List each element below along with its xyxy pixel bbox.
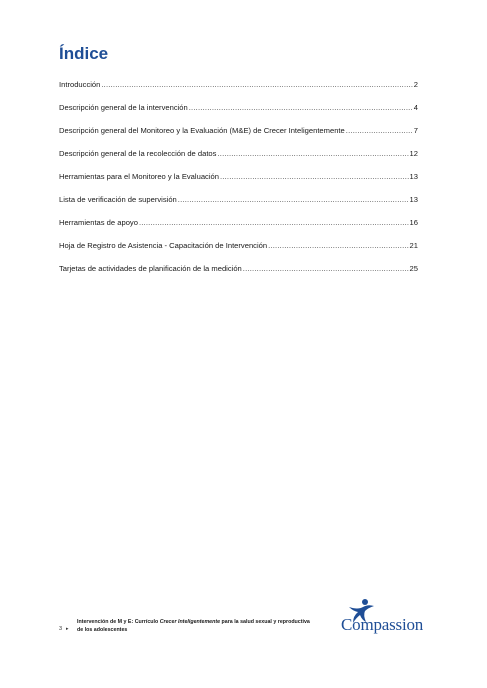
toc-entry-label: Tarjetas de actividades de planificación de la medición xyxy=(59,264,242,273)
toc-entry[interactable] xyxy=(59,172,418,195)
toc-entry[interactable] xyxy=(59,241,418,264)
toc-entry-page: 16 xyxy=(409,218,418,227)
toc-entry-page: 13 xyxy=(409,172,418,181)
toc-entry-page: 21 xyxy=(409,241,418,250)
toc-entry-label: Introducción xyxy=(59,80,101,89)
table-of-contents xyxy=(59,80,418,287)
footer-title-suffix: para la salud sexual y reproductiva xyxy=(220,619,310,625)
toc-leader-dots xyxy=(178,195,409,204)
footer-arrow-icon: ▸ xyxy=(66,626,69,632)
toc-entry-label: Lista de verificación de supervisión xyxy=(59,195,177,204)
toc-leader-dots xyxy=(243,264,409,273)
toc-leader-dots xyxy=(101,80,412,89)
toc-entry-label: Herramientas para el Monitoreo y la Evaluación xyxy=(59,172,219,181)
toc-entry-page: 2 xyxy=(413,80,418,89)
footer-title-line2: de los adolescentes xyxy=(77,627,128,633)
footer-title-italic: Crecer Inteligentemente xyxy=(159,619,221,625)
toc-entry[interactable] xyxy=(59,126,418,149)
footer-document-title xyxy=(77,618,347,634)
toc-entry[interactable] xyxy=(59,149,418,172)
toc-entry-page: 12 xyxy=(409,149,418,158)
toc-leader-dots xyxy=(268,241,408,250)
toc-entry-page: 4 xyxy=(413,103,418,112)
toc-entry-label: Descripción general de la intervención xyxy=(59,103,188,112)
toc-leader-dots xyxy=(189,103,413,112)
toc-entry[interactable] xyxy=(59,195,418,218)
toc-leader-dots xyxy=(220,172,409,181)
footer-title-prefix: Intervención de M y E: Currículo xyxy=(77,619,160,625)
page-title: Índice xyxy=(59,44,109,63)
toc-entry-label: Hoja de Registro de Asistencia - Capacitación de Intervención xyxy=(59,241,268,250)
toc-leader-dots xyxy=(139,218,409,227)
toc-entry[interactable] xyxy=(59,80,418,103)
logo-wordmark: Compassion xyxy=(341,615,424,634)
toc-entry-label: Herramientas de apoyo xyxy=(59,218,138,227)
toc-entry[interactable] xyxy=(59,103,418,126)
toc-leader-dots xyxy=(217,149,408,158)
toc-entry-label: Descripción general de la recolección de datos xyxy=(59,149,217,158)
toc-entry[interactable] xyxy=(59,264,418,287)
compassion-logo xyxy=(338,598,438,638)
toc-entry-page: 13 xyxy=(409,195,418,204)
toc-entry-page: 25 xyxy=(409,264,418,273)
toc-entry-label: Descripción general del Monitoreo y la Evaluación (M&E) de Crecer Inteligentemente xyxy=(59,126,345,135)
footer-page-number: 3 xyxy=(59,626,63,632)
toc-entry-page: 7 xyxy=(413,126,418,135)
toc-leader-dots xyxy=(346,126,413,135)
toc-entry[interactable] xyxy=(59,218,418,241)
